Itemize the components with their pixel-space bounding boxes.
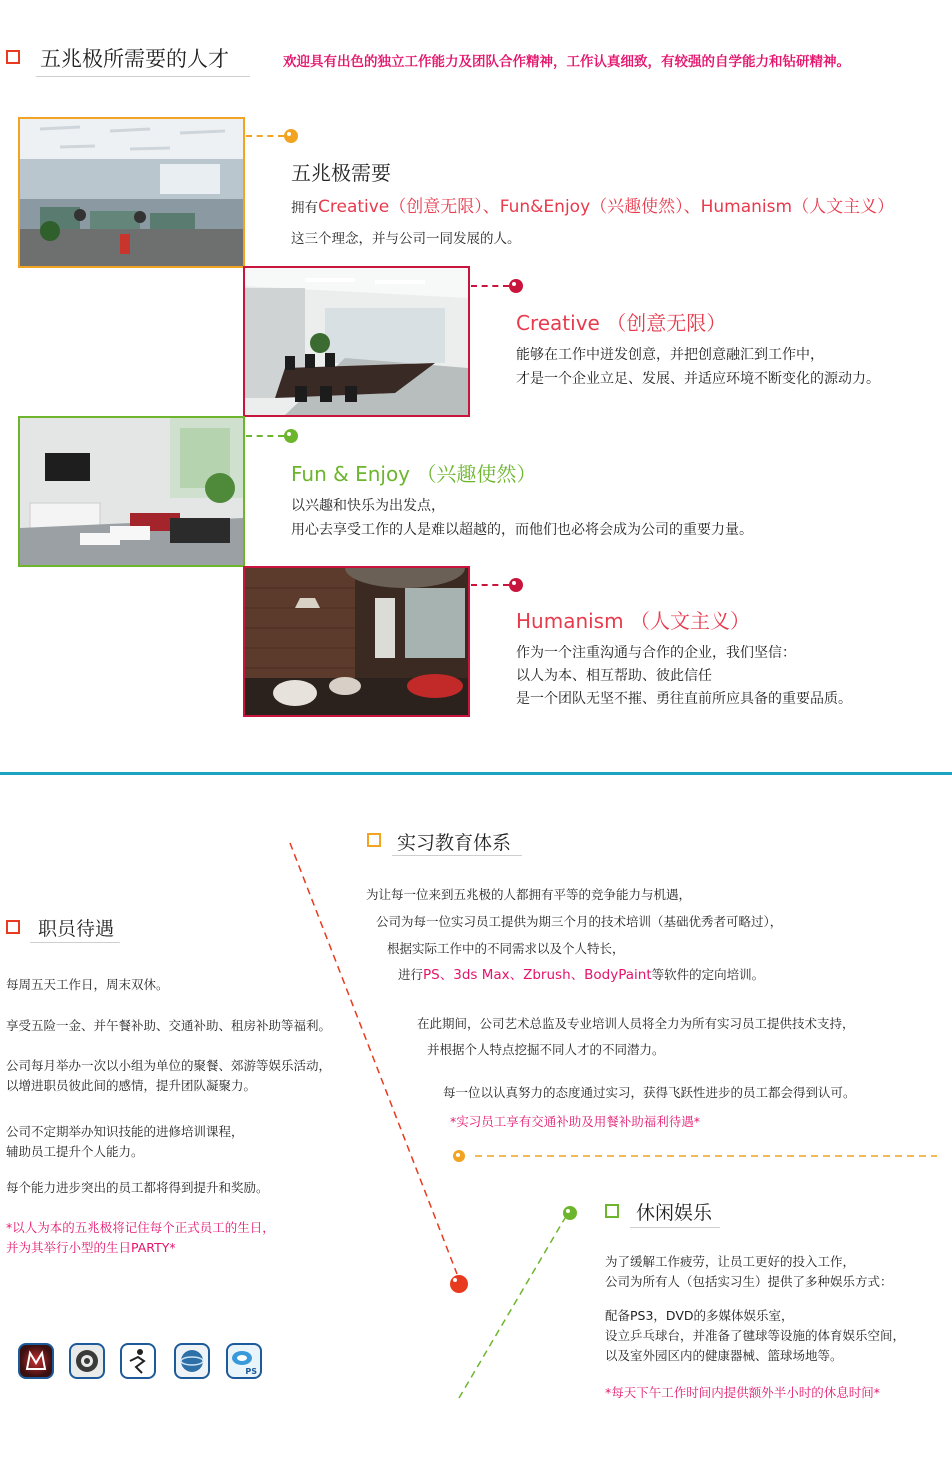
intern-l6: 并根据个人特点挖掘不同人才的不同潜力。: [427, 1042, 665, 1057]
fun-line-2: 用心去享受工作的人是难以超越的，而他们也必将会成为公司的重要力量。: [291, 522, 753, 538]
leisure-l3: 配备PS3，DVD的多媒体娱乐室，: [605, 1308, 794, 1323]
intern-note: *实习员工享有交通补助及用餐补助福利待遇*: [450, 1114, 701, 1129]
staff-p3b: 以增进职员彼此间的感情，提升团队凝聚力。: [6, 1078, 257, 1093]
need-line-2: 这三个理念，并与公司一同发展的人。: [291, 231, 521, 247]
creative-line-1: 能够在工作中迸发创意，并把创意融汇到工作中，: [516, 347, 824, 363]
humanism-title: Humanism （人文主义）: [516, 609, 750, 633]
intern-l4-highlight: PS、3ds Max、Zbrush、BodyPaint: [423, 967, 652, 983]
leisure-l5: 以及室外园区内的健康器械、篮球场地等。: [605, 1348, 843, 1363]
staff-p5: 每个能力进步突出的员工都将得到提升和奖励。: [6, 1180, 269, 1195]
timeline-dot-green-icon: [563, 1206, 577, 1220]
staff-p2: 享受五险一金、并午餐补助、交通补助、租房补助等福利。: [6, 1018, 332, 1033]
section-marker-icon: [605, 1204, 619, 1218]
section-title-intern: 实习教育体系: [397, 832, 512, 854]
leisure-l1: 为了缓解工作疲劳，让员工更好的投入工作，: [605, 1254, 856, 1269]
creative-title: Creative （创意无限）: [516, 311, 727, 335]
fun-title: Fun & Enjoy （兴趣使然）: [291, 462, 537, 486]
need-prefix: 拥有: [291, 200, 318, 216]
humanism-line-1: 作为一个注重沟通与合作的企业，我们坚信：: [516, 645, 796, 661]
leisure-l4: 设立乒乓球台，并准备了毽球等设施的体育娱乐空间，: [605, 1328, 906, 1343]
intern-l1: 为让每一位来到五兆极的人都拥有平等的竞争能力与机遇，: [366, 887, 692, 902]
staff-p3a: 公司每月举办一次以小组为单位的聚餐、郊游等娱乐活动，: [6, 1058, 332, 1073]
need-title: 五兆极需要: [291, 161, 391, 185]
ps-label: PS: [245, 1367, 257, 1376]
timeline-dot-red-icon: [450, 1275, 468, 1293]
section-marker-icon: [6, 920, 20, 934]
humanism-line-2: 以人为本、相互帮助、彼此信任: [516, 668, 712, 684]
title-underline: [630, 1227, 720, 1228]
title-underline: [30, 942, 120, 943]
zbrush-logo-icon: [120, 1343, 156, 1379]
staff-p4b: 辅助员工提升个人能力。: [6, 1144, 144, 1159]
intern-l4-prefix: 进行: [398, 967, 424, 982]
fun-line-1: 以兴趣和快乐为出发点，: [291, 498, 445, 514]
intern-l3: 根据实际工作中的不同需求以及个人特长，: [387, 941, 625, 956]
section-marker-icon: [367, 833, 381, 847]
need-highlight: Creative（创意无限）、Fun&Enjoy（兴趣使然）、Humanism（人文主义）: [318, 197, 895, 217]
creative-line-2: 才是一个企业立足、发展、并适应环境不断变化的源动力。: [516, 371, 880, 387]
3ds-max-logo-icon: [69, 1343, 105, 1379]
staff-note-1: *以人为本的五兆极将记住每个正式员工的生日，: [6, 1220, 275, 1235]
bodypaint-logo-icon: [174, 1343, 210, 1379]
intern-l5: 在此期间，公司艺术总监及专业培训人员将全力为所有实习员工提供技术支持，: [417, 1016, 855, 1031]
staff-p4a: 公司不定期举办知识技能的进修培训课程，: [6, 1124, 244, 1139]
intern-l7: 每一位以认真努力的态度通过实习，获得飞跃性进步的员工都会得到认可。: [443, 1085, 856, 1100]
leisure-note: *每天下午工作时间内提供额外半小时的休息时间*: [605, 1385, 881, 1400]
leisure-l2: 公司为所有人（包括实习生）提供了多种娱乐方式：: [605, 1274, 893, 1289]
staff-note-2: 并为其举行小型的生日PARTY*: [6, 1240, 176, 1255]
intern-l4: [398, 965, 764, 985]
section-title-talent: 五兆极所需要的人才: [40, 47, 229, 71]
title-underline: [392, 855, 522, 856]
photoshop-logo-icon: [226, 1343, 262, 1379]
intro-text: 欢迎具有出色的独立工作能力及团队合作精神，工作认真细致，有较强的自学能力和钻研精神。: [283, 54, 850, 70]
maya-logo-icon: [18, 1343, 54, 1379]
timeline-dot-orange-icon: [453, 1150, 465, 1162]
section-title-leisure: 休闲娱乐: [636, 1202, 713, 1224]
intern-l2: 公司为每一位实习员工提供为期三个月的技术培训（基础优秀者可略过），: [376, 914, 783, 929]
staff-p1: 每周五天工作日，周末双休。: [6, 977, 169, 992]
section-title-staff: 职员待遇: [38, 918, 115, 940]
intern-l4-suffix: 等软件的定向培训。: [651, 967, 765, 982]
humanism-line-3: 是一个团队无坚不摧、勇往直前所应具备的重要品质。: [516, 691, 852, 707]
